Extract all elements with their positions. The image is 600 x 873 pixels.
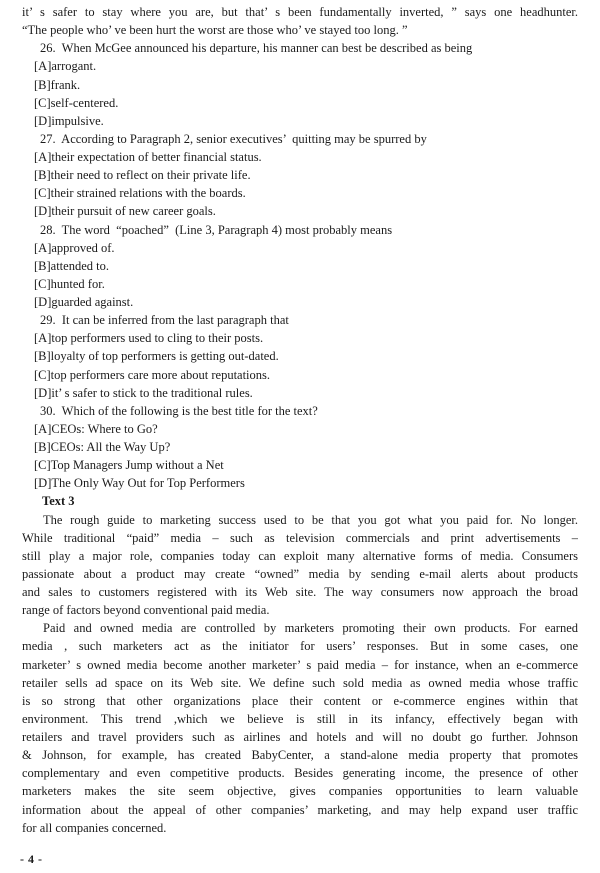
- document-text: [22, 3, 578, 837]
- option-line: [D]impulsive.: [34, 113, 104, 128]
- text-line: passionate about a product may create “owned” media by sending e-mail alerts about products: [22, 566, 578, 581]
- text-line: complementary and even competitive products. Besides generating income, the presence of other: [22, 766, 578, 781]
- question-line: 26. When McGee announced his departure, his manner can best be described as being: [40, 41, 473, 56]
- option-line: [D]The Only Way Out for Top Performers: [34, 476, 245, 491]
- option-line: [A]arrogant.: [34, 59, 97, 74]
- text-line: marketer’ s owned media become another marketer’ s paid media – for instance, when an e-commerce: [22, 657, 578, 672]
- option-line: [A]top performers used to cling to their posts.: [34, 331, 264, 346]
- option-line: [A]CEOs: Where to Go?: [34, 421, 158, 436]
- option-line: [D]guarded against.: [34, 295, 134, 309]
- question-line: 30. Which of the following is the best title for the text?: [40, 403, 318, 418]
- option-line: [B]frank.: [34, 77, 81, 92]
- page-number: - 4 -: [20, 852, 43, 866]
- question-line: 29. It can be inferred from the last paragraph that: [40, 313, 289, 328]
- option-line: [B]CEOs: All the Way Up?: [34, 440, 171, 454]
- option-line: [C]Top Managers Jump without a Net: [34, 458, 224, 473]
- option-line: [C]self-centered.: [34, 95, 119, 110]
- text-line: still play a major role, companies today can exploit many alternative forms of media. Consumers: [22, 548, 578, 563]
- text-line: marketers makes the site seem objective, gives companies opportunities to learn valuable: [22, 784, 578, 799]
- text-line: retailers and travel providers such as airlines and hotels and will no doubt go further. Johnson: [22, 730, 578, 744]
- option-line: [C]top performers care more about reputations.: [34, 367, 271, 382]
- text-line: While traditional “paid” media – such as television commercials and print advertisements –: [22, 530, 578, 545]
- text-line: media , such marketers act as the initiator for users’ responses. But in some cases, one: [22, 639, 578, 654]
- option-line: [D]it’ s safer to stick to the traditional rules.: [34, 385, 253, 400]
- option-line: [A]their expectation of better financial status.: [34, 150, 262, 164]
- text-line: environment. This trend ,which we believe is still in its infancy, effectively began with: [22, 711, 578, 726]
- question-line: 27. According to Paragraph 2, senior executives’ quitting may be spurred by: [40, 131, 427, 146]
- option-line: [B]loyalty of top performers is getting out-dated.: [34, 349, 279, 364]
- option-line: [B]their need to reflect on their private life.: [34, 168, 251, 183]
- paragraph-first-line: Paid and owned media are controlled by marketers promoting their own products. For earned: [43, 621, 578, 636]
- text-line: it’ s safer to stay where you are, but that’ s been fundamentally inverted, ” says one headhunter.: [22, 5, 578, 19]
- option-line: [C]hunted for.: [34, 276, 105, 291]
- text-line: range of factors beyond conventional paid media.: [22, 603, 270, 618]
- paragraph-first-line: The rough guide to marketing success used to be that you got what you paid for. No longer.: [43, 512, 578, 527]
- text-line: and sales to customers registered with its Web site. The way consumers now approach the broad: [22, 585, 578, 599]
- option-line: [B]attended to.: [34, 258, 109, 273]
- text-line: & Johnson, for example, has created BabyCenter, a stand-alone media property that promotes: [22, 748, 578, 763]
- text-line: for all companies concerned.: [22, 820, 167, 835]
- text-line: is so strong that other organizations place their content or e-commerce engines within that: [22, 693, 578, 708]
- question-line: 28. The word “poached” (Line 3, Paragraph 4) most probably means: [40, 222, 393, 237]
- option-line: [D]their pursuit of new career goals.: [34, 204, 216, 219]
- section-heading: Text 3: [42, 494, 75, 509]
- option-line: [C]their strained relations with the boards.: [34, 186, 246, 201]
- option-line: [A]approved of.: [34, 240, 115, 255]
- text-line: retailer sells ad space on its Web site. We define such sold media as owned media whose traffic: [22, 675, 578, 690]
- text-line: information about the appeal of other companies’ marketing, and may help expand user traffic: [22, 802, 578, 817]
- text-line: “The people who’ ve been hurt the worst are those who’ ve stayed too long. ”: [22, 23, 408, 38]
